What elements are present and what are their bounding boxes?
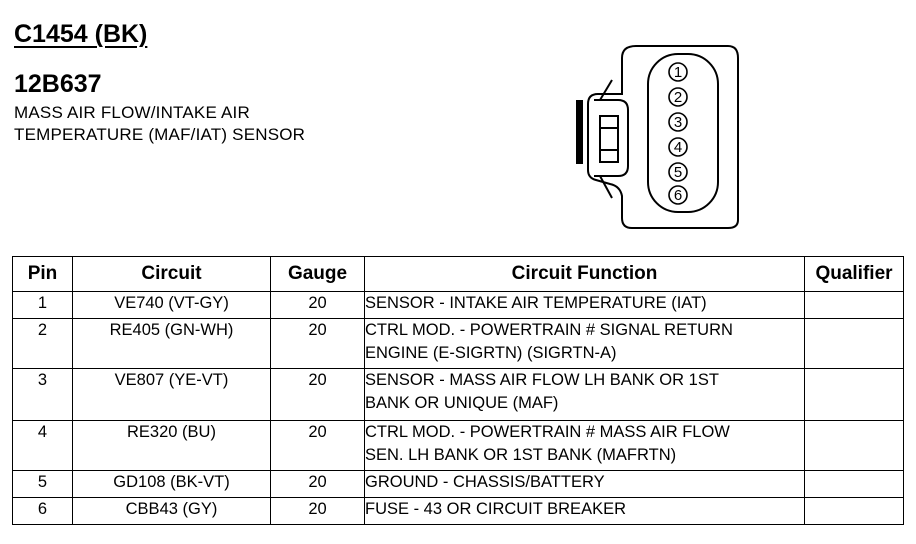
pin-circles [669, 63, 687, 204]
cell-circuit: GD108 (BK-VT) [73, 471, 271, 498]
function-line: GROUND - CHASSIS/BATTERY [365, 473, 605, 491]
cell-circuit: RE405 (GN-WH) [73, 319, 271, 369]
function-line: ENGINE (E-SIGRTN) (SIGRTN-A) [365, 344, 617, 362]
header-pin: Pin [13, 257, 73, 292]
function-line: SENSOR - INTAKE AIR TEMPERATURE (IAT) [365, 294, 707, 312]
table-row [13, 292, 904, 319]
cell-pin: 5 [13, 471, 73, 498]
table-row [13, 421, 904, 471]
cell-circuit: VE740 (VT-GY) [73, 292, 271, 319]
table-row [13, 369, 904, 421]
cell-circuit: RE320 (BU) [73, 421, 271, 471]
cell-gauge: 20 [271, 319, 365, 369]
cell-circuit: CBB43 (GY) [73, 498, 271, 525]
table-row [13, 471, 904, 498]
cell-circuit: VE807 (YE-VT) [73, 369, 271, 421]
cell-gauge: 20 [271, 292, 365, 319]
table-header-row [13, 257, 904, 292]
cell-qualifier [805, 421, 904, 471]
function-line: CTRL MOD. - POWERTRAIN # SIGNAL RETURN [365, 321, 733, 339]
cell-circuit-function [365, 319, 805, 369]
cell-gauge: 20 [271, 369, 365, 421]
pin-label-3: 3 [673, 114, 683, 131]
cell-circuit-function [365, 471, 805, 498]
connector-side-rib [576, 100, 583, 164]
cell-qualifier [805, 471, 904, 498]
cell-qualifier [805, 498, 904, 525]
function-line: SEN. LH BANK OR 1ST BANK (MAFRTN) [365, 446, 677, 464]
pin-label-1: 1 [673, 64, 683, 81]
table-row [13, 319, 904, 369]
cell-gauge: 20 [271, 471, 365, 498]
connector-id: C1454 (BK) [14, 20, 148, 48]
cell-qualifier [805, 369, 904, 421]
pin-label-6: 6 [673, 187, 683, 204]
cell-circuit-function [365, 498, 805, 525]
cell-circuit-function [365, 292, 805, 319]
cell-pin: 6 [13, 498, 73, 525]
cell-qualifier [805, 292, 904, 319]
connector-face-diagram [560, 36, 760, 232]
component-description-line2: TEMPERATURE (MAF/IAT) SENSOR [14, 125, 306, 144]
latch-tab [600, 116, 618, 162]
part-number: 12B637 [14, 70, 102, 98]
cell-pin: 4 [13, 421, 73, 471]
component-description-line1: MASS AIR FLOW/INTAKE AIR [14, 103, 250, 122]
cell-pin: 1 [13, 292, 73, 319]
cell-gauge: 20 [271, 421, 365, 471]
cell-qualifier [805, 319, 904, 369]
function-line: SENSOR - MASS AIR FLOW LH BANK OR 1ST [365, 371, 719, 389]
cell-circuit-function [365, 369, 805, 421]
header-qualifier: Qualifier [805, 257, 904, 292]
function-line: BANK OR UNIQUE (MAF) [365, 394, 559, 412]
pin-label-4: 4 [673, 139, 683, 156]
pin-label-2: 2 [673, 89, 683, 106]
table-row [13, 498, 904, 525]
cell-pin: 2 [13, 319, 73, 369]
pin-label-5: 5 [673, 164, 683, 181]
function-line: CTRL MOD. - POWERTRAIN # MASS AIR FLOW [365, 423, 730, 441]
pinout-table [12, 256, 904, 525]
header-circuit-function: Circuit Function [365, 257, 805, 292]
header-gauge: Gauge [271, 257, 365, 292]
function-line: FUSE - 43 OR CIRCUIT BREAKER [365, 500, 626, 518]
cell-pin: 3 [13, 369, 73, 421]
cell-circuit-function [365, 421, 805, 471]
cell-gauge: 20 [271, 498, 365, 525]
header-circuit: Circuit [73, 257, 271, 292]
